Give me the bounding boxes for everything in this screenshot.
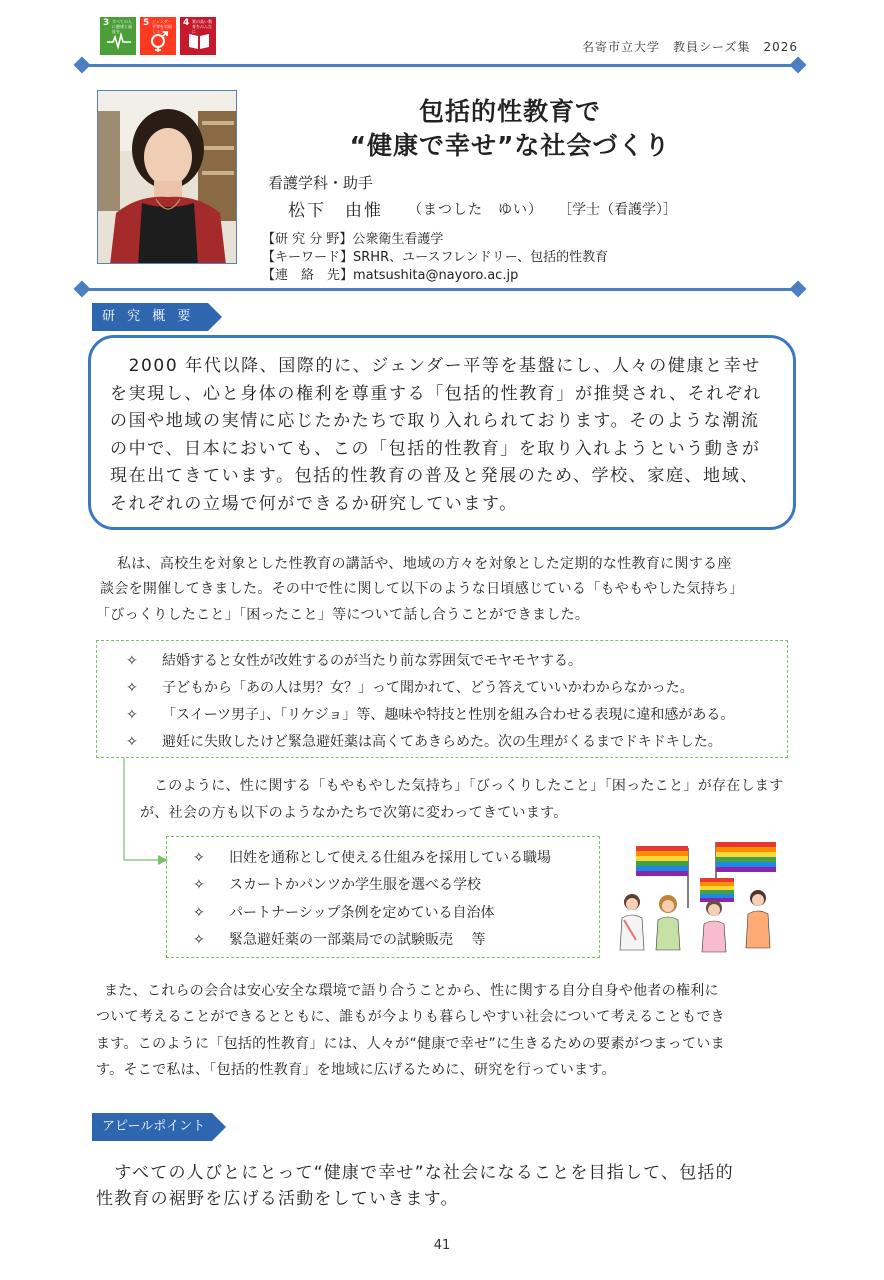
sparkle-bullet-icon: ✧	[193, 877, 205, 893]
closing-line: す。そこで私は、「包括的性教育」を地域に広げるために、研究を行っています。	[96, 1062, 616, 1078]
rule-diamond-left	[74, 57, 91, 74]
appeal-tab-arrow	[212, 1113, 226, 1141]
sparkle-bullet-icon: ✧	[193, 905, 205, 921]
sparkle-bullet-icon: ✧	[126, 707, 138, 723]
overview-line: 現在出てきています。包括的性教育の普及と発展のため、学校、家庭、地域、	[110, 466, 759, 486]
gender-icon	[146, 31, 172, 53]
heartbeat-icon	[106, 31, 132, 51]
rainbow-flag-illustration	[612, 838, 788, 958]
intro-line: 「びっくりしたこと」「困ったこと」等について話し合うことができました。	[96, 607, 590, 623]
overview-line: を実現し、心と身体の権利を尊重する「包括的性教育」が推奨され、それぞれ	[110, 384, 763, 404]
concern-item: ✧ 子どもから「あの人は男？女？」って聞かれて、どう答えていいかわからなかった。	[126, 680, 694, 696]
change-item: ✧ 旧姓を通称として使える仕組みを採用している職場	[193, 850, 551, 866]
sparkle-bullet-icon: ✧	[193, 850, 205, 866]
research-field-row	[262, 228, 443, 247]
department: 看護学科・助手	[268, 174, 374, 192]
keyword-label: 【キーワード】	[262, 250, 354, 265]
sdg-icon-4: 4 質の高い教育をみんなに	[180, 17, 216, 55]
appeal-line: すべての人びとにとって“健康で幸せ”な社会になることを目指して、包括的	[96, 1163, 734, 1183]
title-line-2: “健康で幸せ”な社会づくり	[349, 131, 671, 160]
degree: ［学士（看護学）］	[558, 202, 677, 218]
overview-heading: 研 究 概 要	[92, 303, 208, 331]
field-value: 公衆衛生看護学	[352, 232, 444, 247]
closing-line: ついて考えることができるとともに、誰もが今よりも暮らしやすい社会について考えることもでき	[96, 1009, 725, 1025]
title-line-1: 包括的性教育で	[418, 97, 601, 126]
overview-line: 2000 年代以降、国際的に、ジェンダー平等を基盤にし、人々の健康と幸せ	[110, 356, 761, 376]
concern-item: ✧ 避妊に失敗したけど緊急避妊薬は高くてあきらめた。次の生理がくるまでドキドキした。	[126, 734, 722, 750]
researcher-name: 松下 由惟	[288, 201, 383, 221]
contact-row	[262, 264, 518, 283]
concern-item: ✧ 結婚すると女性が改姓するのが当たり前な雰囲気でモヤモヤする。	[126, 653, 582, 669]
name-kana: （まつした ゆい）	[408, 202, 543, 218]
keyword-row	[262, 246, 608, 265]
sdg-icon-5: 5 ジェンダー平等を実現しよう	[140, 17, 176, 55]
overview-tab-arrow	[208, 303, 222, 331]
closing-line: ます。このように「包括的性教育」には、人々が“健康で幸せ”に生きるための要素がつまっていま	[96, 1036, 725, 1052]
change-item: ✧ スカートかパンツか学生服を選べる学校	[193, 877, 481, 893]
sparkle-bullet-icon: ✧	[126, 653, 138, 669]
sparkle-bullet-icon: ✧	[126, 680, 138, 696]
concern-item: ✧ 「スイーツ男子」、「リケジョ」等、趣味や特技と性別を組み合わせる表現に違和感がある。	[126, 707, 735, 723]
change-item: ✧ パートナーシップ条例を定めている自治体	[193, 905, 495, 921]
contact-label: 【連 絡 先】	[262, 268, 354, 283]
portrait-photo	[97, 90, 237, 264]
top-rule	[78, 64, 800, 67]
middle-line: が、社会の方も以下のようなかたちで次第に変わってきています。	[140, 805, 568, 821]
intro-line: 私は、高校生を対象とした性教育の講話や、地域の方々を対象とした定期的な性教育に関する座	[117, 556, 732, 572]
overview-line: それぞれの立場で何ができるか研究しています。	[110, 494, 518, 514]
overview-line: の中で、日本においても、この「包括的性教育」を取り入れようという動きが	[110, 439, 761, 459]
sparkle-bullet-icon: ✧	[126, 734, 138, 750]
contact-email[interactable]: matsushita@nayoro.ac.jp	[353, 268, 519, 283]
intro-line: 談会を開催してきました。その中で性に関して以下のような日頃感じている「もやもやした気持ち」	[100, 581, 744, 597]
mid-rule	[78, 288, 800, 291]
appeal-heading: アピールポイント	[92, 1113, 212, 1141]
sparkle-bullet-icon: ✧	[193, 932, 205, 948]
rule-diamond-left-2	[74, 281, 91, 298]
keyword-value: SRHR、ユースフレンドリー、包括的性教育	[353, 250, 609, 265]
field-label: 【研 究 分 野】	[262, 232, 353, 247]
closing-line: また、これらの会合は安心安全な環境で語り合うことから、性に関する自分自身や他者の権利に	[104, 983, 719, 999]
rule-diamond-right	[790, 57, 807, 74]
page-number: 41	[433, 1238, 451, 1253]
overview-line: の国や地域の実情に応じたかたちで取り入れられております。そのような潮流	[110, 411, 760, 431]
sdg-icon-3: 3 すべての人に健康と福祉を	[100, 17, 136, 55]
rule-diamond-right-2	[790, 281, 807, 298]
publication-title: 名寄市立大学 教員シーズ集 2026	[582, 40, 798, 54]
middle-line: このように、性に関する「もやもやした気持ち」「びっくりしたこと」「困ったこと」が存在します	[154, 778, 784, 794]
book-icon	[186, 31, 212, 51]
appeal-line: 性教育の裾野を広げる活動をしていきます。	[96, 1189, 459, 1209]
change-item: ✧ 緊急避妊薬の一部薬局での試験販売 等	[193, 932, 486, 948]
